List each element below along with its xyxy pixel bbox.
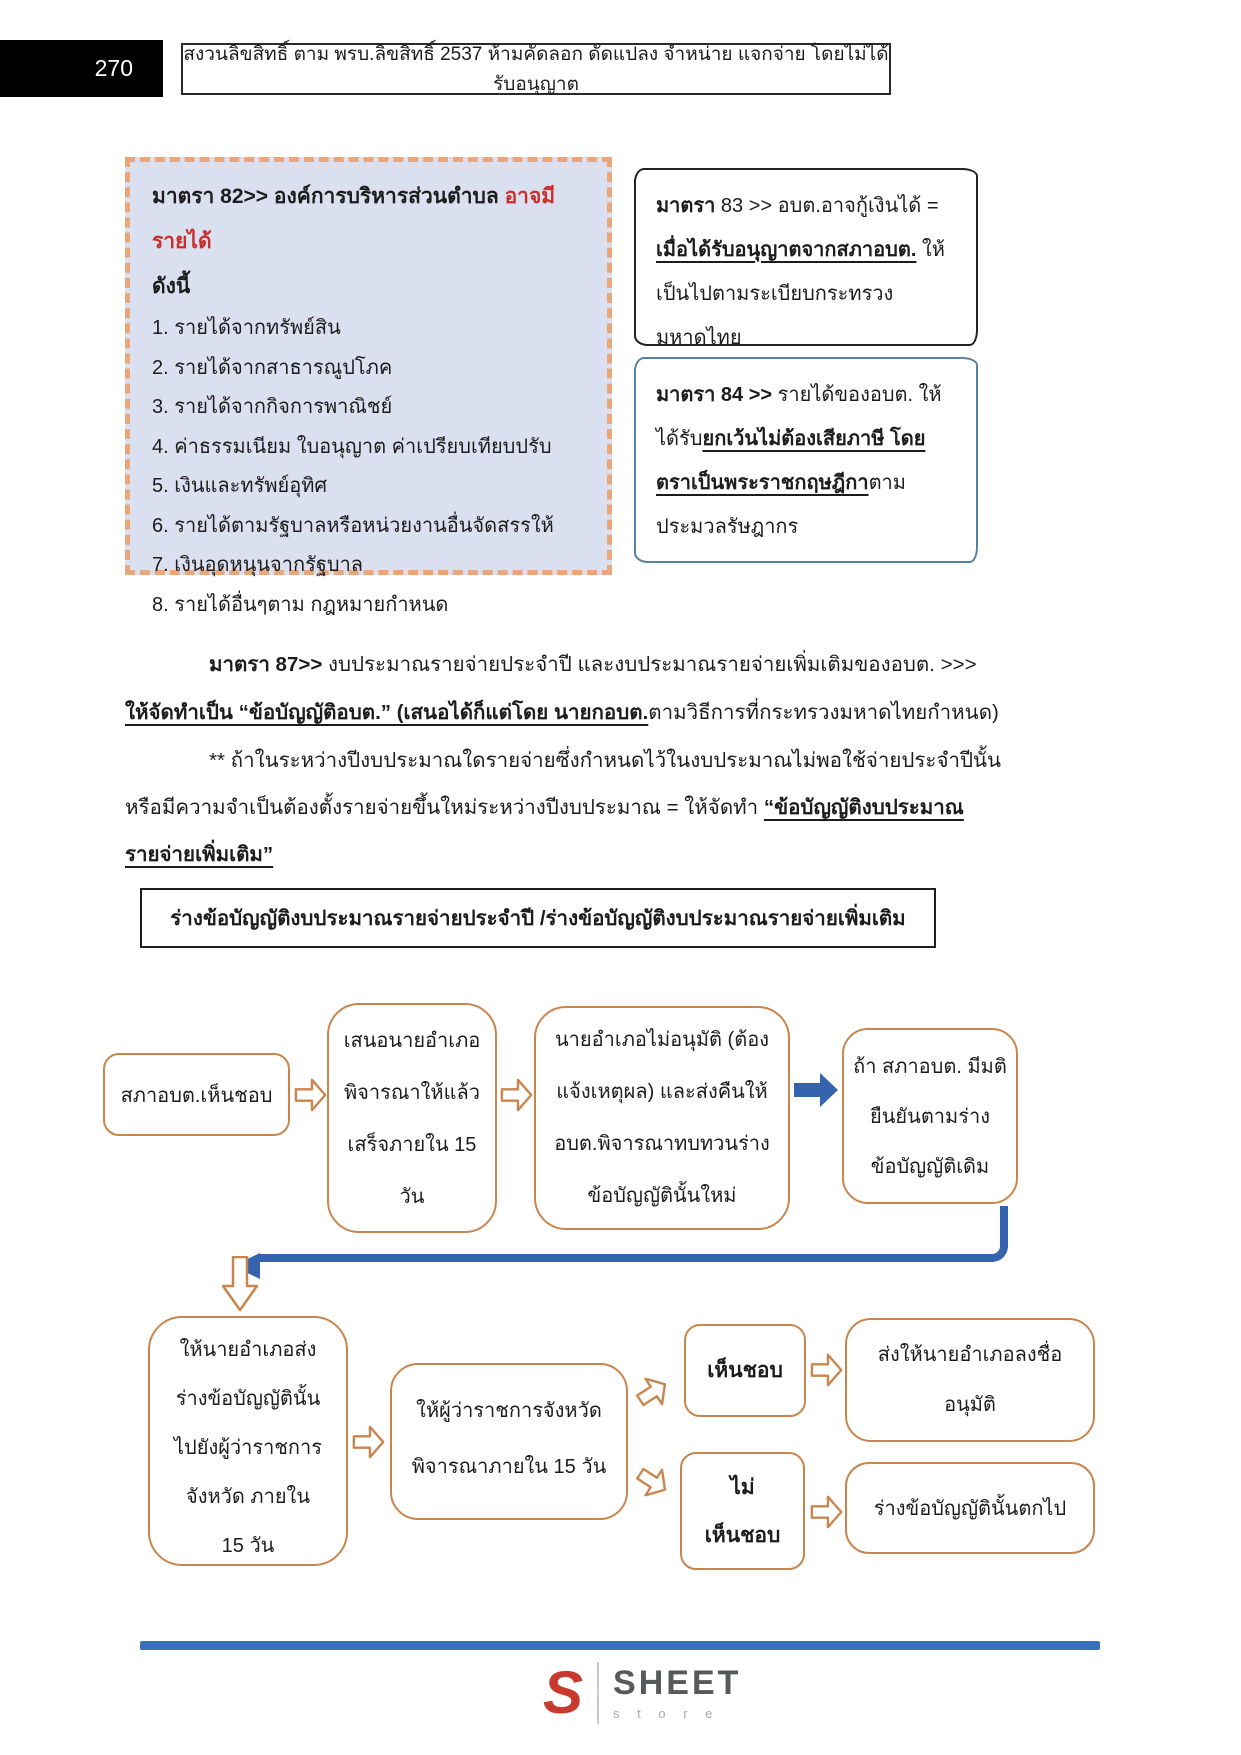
section-82-title: มาตรา 82>> องค์การบริหารส่วนตำบล อาจมีรายได้ [152,185,556,253]
flow-arrow-right-icon [500,1077,534,1113]
flow-arrow-right-icon [352,1424,386,1460]
list-item: 6. รายได้ตามรัฐบาลหรือหน่วยงานอื่นจัดสรรให้ [152,514,554,537]
flow-box-governor-considers: ให้ผู้ว่าราชการจังหวัด พิจารณาภายใน 15 วัน [390,1363,628,1520]
copyright-notice: สงวนลิขสิทธิ์ ตาม พรบ.ลิขสิทธิ์ 2537 ห้ามคัดลอก ดัดแปลง จำหน่าย แจกจ่าย โดยไม่ได้รับอนุญาต [181,43,891,95]
logo-text-block [613,1663,742,1721]
paragraph-87-line2: ให้จัดทำเป็น “ข้อบัญญัติอบต.” (เสนอได้ก็แต่โดย นายกอบต.ตามวิธีการที่กระทรวงมหาดไทยกำหนด) [125,701,999,724]
list-item: 8. รายได้อื่นๆตาม กฎหมายกำหนด [152,593,449,616]
flow-box-chief-not-approve: นายอำเภอไม่อนุมัติ (ต้อง แจ้งเหตุผล) และส่งคืนให้ อบต.พิจารณาทบทวนร่าง ข้อบัญญัตินั้นใหม่ [534,1006,790,1230]
list-item: 3. รายได้จากกิจการพาณิชย์ [152,396,393,418]
footer-rule [140,1641,1100,1650]
flow-arrow-blue-right-icon [794,1070,840,1110]
flow-arrow-right-icon [810,1352,844,1388]
section-82-panel [125,157,612,616]
section-84-box: มาตรา 84 >> รายได้ของอบต. ให้ได้รับยกเว้นไม่ต้องเสียภาษี โดยตราเป็นพระราชกฤษฎีกาตามประมวลรัษฎากร [634,357,978,563]
flow-arrow-up-right-icon [629,1368,677,1417]
sheet-s-icon: S [543,1659,584,1726]
return-connector-line [260,1206,1008,1262]
list-item: 4. ค่าธรรมเนียม ใบอนุญาต ค่าเปรียบเทียบปรับ [152,435,552,458]
flow-box-council-approves: สภาอบต.เห็นชอบ [103,1053,290,1136]
flow-box-chief-sends-governor: ให้นายอำเภอส่ง ร่างข้อบัญญัตินั้น ไปยังผู้ว่าราชการ จังหวัด ภายใน 15 วัน [148,1316,348,1566]
paragraph-87-line3: ** ถ้าในระหว่างปีงบประมาณใดรายจ่ายซึ่งกำหนดไว้ในงบประมาณไม่พอใช้จ่ายประจำปีนั้น [209,749,1002,772]
section-82-title-line2: ดังนี้ [152,275,191,298]
paragraph-87-line4: หรือมีความจำเป็นต้องตั้งรายจ่ายขึ้นใหม่ระหว่างปีงบประมาณ = ให้จัดทำ “ข้อบัญญัติงบประมาณ [125,796,964,819]
flow-arrow-right-icon [294,1077,328,1113]
flow-box-send-chief-sign: ส่งให้นายอำเภอลงชื่อ อนุมัติ [845,1318,1095,1442]
flow-arrow-right-icon [810,1494,844,1530]
section-82-highlight: อาจมีรายได้ [152,185,556,253]
sheet-store-logo [543,1659,742,1726]
list-item: 7. เงินอุดหนุนจากรัฐบาล [152,554,364,576]
flow-box-council-confirms: ถ้า สภาอบต. มีมติ ยืนยันตามร่าง ข้อบัญญัติเดิม [842,1028,1018,1204]
flow-arrow-down-right-icon [629,1458,677,1507]
page-number: 270 [94,55,133,81]
section-83-box: มาตรา 83 >> อบต.อาจกู้เงินได้ = เมื่อได้รับอนุญาตจากสภาอบต. ให้เป็นไปตามระเบียบกระทรวงมหาดไทย [634,168,978,346]
flowchart-title-box: ร่างข้อบัญญัติงบประมาณรายจ่ายประจำปี /ร่างข้อบัญญัติงบประมาณรายจ่ายเพิ่มเติม [140,888,936,948]
list-item: 1. รายได้จากทรัพย์สิน [152,317,341,339]
list-item: 5. เงินและทรัพย์อุทิศ [152,475,328,497]
paragraph-87-line5: รายจ่ายเพิ่มเติม” [125,843,274,866]
list-item: 2. รายได้จากสาธารณูปโภค [152,356,393,379]
logo-divider [597,1662,599,1724]
flow-box-approved: เห็นชอบ [684,1324,806,1417]
flow-arrow-down-icon [221,1256,259,1312]
flow-box-not-approved: ไม่ เห็นชอบ [680,1452,805,1570]
flow-box-draft-lapses: ร่างข้อบัญญัตินั้นตกไป [845,1462,1095,1554]
paragraph-87-line1: มาตรา 87>> งบประมาณรายจ่ายประจำปี และงบประมาณรายจ่ายเพิ่มเติมของอบต. >>> [209,653,977,676]
logo-name: SHEET [613,1663,742,1702]
page-number-badge [0,40,163,97]
logo-subtext: s t o r e [613,1705,720,1721]
flow-box-submit-district-chief: เสนอนายอำเภอ พิจารณาให้แล้ว เสร็จภายใน 15 วัน [327,1003,497,1233]
